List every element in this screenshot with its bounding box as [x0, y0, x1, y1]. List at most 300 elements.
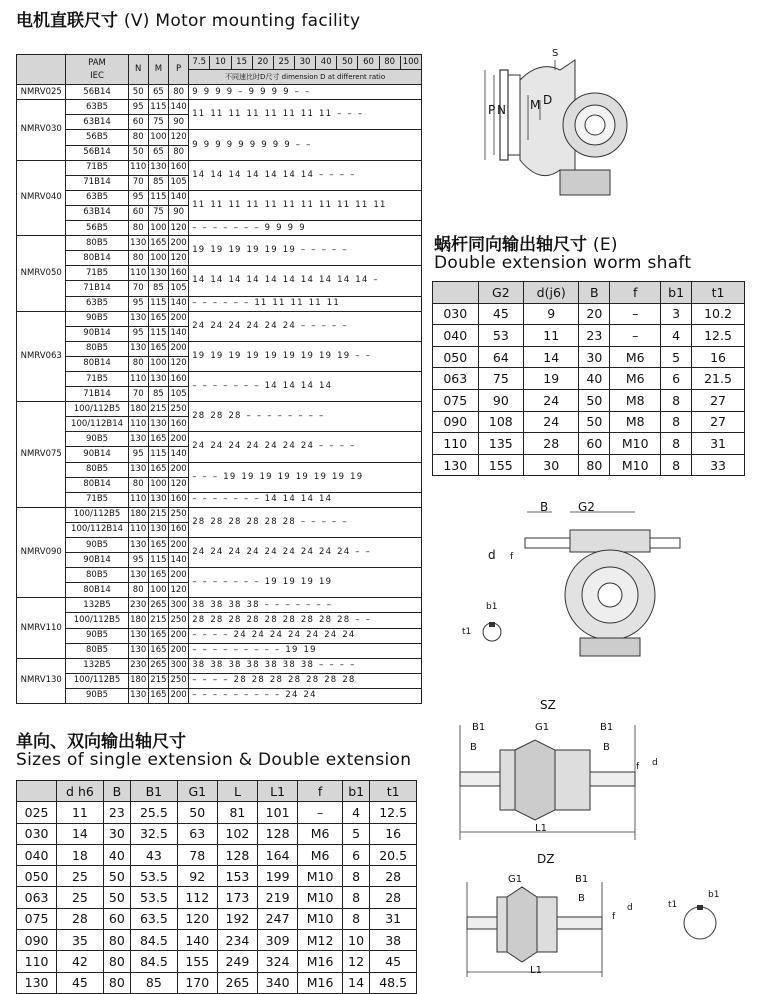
shaft-cell: 85 — [131, 972, 178, 993]
motor-cell-pam: 80B5 — [66, 643, 128, 658]
motor-cell-p: 80 — [169, 145, 189, 160]
motor-cell-pam: 90B5 — [66, 688, 128, 703]
shaft-cell: 8 — [342, 887, 369, 908]
shaft-cell: 14 — [57, 823, 104, 844]
motor-cell-m: 115 — [148, 447, 168, 462]
motor-model: NMRV030 — [17, 100, 66, 160]
worm-cell: – — [610, 303, 661, 325]
motor-title-en: (V) Motor mounting facility — [123, 11, 361, 31]
motor-cell-p: 200 — [169, 688, 189, 703]
motor-cell-pam: 80B5 — [66, 341, 128, 356]
shaft-cell: 199 — [258, 866, 298, 887]
motor-cell-pam: 80B14 — [66, 583, 128, 598]
motor-cell-p: 140 — [169, 553, 189, 568]
worm-cell: 27 — [692, 389, 745, 411]
motor-cell-p: 160 — [169, 160, 189, 175]
motor-cell-m: 165 — [148, 462, 168, 477]
shaft-cell: 5 — [342, 823, 369, 844]
motor-row — [17, 507, 422, 522]
shaft-cell: 50 — [103, 887, 130, 908]
motor-d-values: 11 11 11 11 11 11 11 11 – – – — [189, 100, 422, 130]
motor-cell-m: 100 — [148, 583, 168, 598]
shaft-cell: 265 — [217, 972, 257, 993]
motor-cell-p: 200 — [169, 236, 189, 251]
motor-cell-m: 100 — [148, 130, 168, 145]
worm-cell: 8 — [661, 454, 692, 476]
shaft-cell: 63.5 — [131, 908, 178, 929]
shaft-cell: 040 — [17, 844, 57, 865]
ratio-value: 15 — [232, 56, 253, 69]
shaft-cell: 35 — [57, 930, 104, 951]
motor-cell-n: 95 — [128, 553, 148, 568]
motor-row — [17, 462, 422, 477]
motor-row — [17, 190, 422, 205]
motor-cell-m: 130 — [148, 492, 168, 507]
motor-cell-n: 110 — [128, 371, 148, 386]
shaft-cell: 53.5 — [131, 887, 178, 908]
motor-cell-pam: 100/112B14 — [66, 522, 128, 537]
shaft-row — [17, 866, 417, 887]
worm-cell: 75 — [478, 368, 524, 390]
motor-d-values: 14 14 14 14 14 14 14 – – – – — [189, 160, 422, 190]
motor-cell-pam: 90B14 — [66, 326, 128, 341]
shaft-header-cell: b1 — [342, 781, 369, 802]
motor-cell-n: 130 — [128, 341, 148, 356]
worm-cell: M6 — [610, 368, 661, 390]
motor-cell-m: 100 — [148, 251, 168, 266]
shaft-cell: 81 — [217, 802, 257, 823]
shaft-cell: 25 — [57, 887, 104, 908]
shaft-cell: 28 — [57, 908, 104, 929]
motor-d-values: 38 38 38 38 38 38 38 – – – – — [189, 658, 422, 673]
motor-cell-p: 200 — [169, 628, 189, 643]
worm-cell: 075 — [433, 389, 479, 411]
shaft-header-cell: B — [103, 781, 130, 802]
motor-cell-n: 130 — [128, 538, 148, 553]
motor-cell-m: 165 — [148, 628, 168, 643]
shaft-cell: 155 — [177, 951, 217, 972]
shaft-cell: 12.5 — [370, 802, 417, 823]
worm-cell: 24 — [524, 389, 579, 411]
shaft-cell: M10 — [298, 866, 343, 887]
motor-cell-p: 140 — [169, 190, 189, 205]
label-d: D — [543, 93, 553, 107]
motor-cell-p: 160 — [169, 266, 189, 281]
motor-cell-n: 50 — [128, 85, 148, 100]
motor-title-cn: 电机直联尺寸 — [16, 11, 118, 31]
dz-b1: B1 — [575, 874, 589, 885]
worm-row — [433, 346, 745, 368]
worm-row — [433, 411, 745, 433]
shaft-cell: M16 — [298, 972, 343, 993]
motor-cell-n: 60 — [128, 115, 148, 130]
shaft-cell: 14 — [342, 972, 369, 993]
shaft-cell: 090 — [17, 930, 57, 951]
sz-l1: L1 — [535, 823, 547, 834]
shaft-cell: 309 — [258, 930, 298, 951]
shaft-cell: 31 — [370, 908, 417, 929]
shaft-cell: 128 — [217, 844, 257, 865]
ratio-value: 60 — [358, 56, 379, 69]
shaft-cell: 84.5 — [131, 930, 178, 951]
motor-cell-n: 130 — [128, 462, 148, 477]
worm-header-cell: G2 — [478, 282, 524, 304]
dz-label: DZ — [537, 852, 555, 866]
worm-cell: 050 — [433, 346, 479, 368]
motor-cell-p: 120 — [169, 221, 189, 236]
sz-d: d — [652, 758, 658, 768]
shaft-cell: 78 — [177, 844, 217, 865]
ratio-value: 20 — [253, 56, 274, 69]
shaft-header-row — [17, 781, 417, 802]
motor-model: NMRV063 — [17, 311, 66, 402]
motor-row — [17, 628, 422, 643]
shaft-cell: 20.5 — [370, 844, 417, 865]
worm-cell: 9 — [524, 303, 579, 325]
motor-d-values: – – – – 24 24 24 24 24 24 24 — [189, 628, 422, 643]
motor-cell-pam: 100/112B5 — [66, 613, 128, 628]
motor-cell-n: 180 — [128, 673, 148, 688]
worm-cell: M10 — [610, 454, 661, 476]
worm-row — [433, 433, 745, 455]
shaft-cell: 84.5 — [131, 951, 178, 972]
motor-cell-p: 200 — [169, 643, 189, 658]
shaft-row — [17, 887, 417, 908]
motor-cell-pam: 71B14 — [66, 281, 128, 296]
motor-d-values: – – – – – – – 9 9 9 9 — [189, 221, 422, 236]
worm-cell: 090 — [433, 411, 479, 433]
worm-cell: 108 — [478, 411, 524, 433]
motor-d-values: 24 24 24 24 24 24 24 – – – – — [189, 432, 422, 462]
worm-cell: 50 — [579, 389, 610, 411]
motor-header-n: N — [128, 55, 148, 85]
shaft-row — [17, 908, 417, 929]
motor-cell-pam: 90B5 — [66, 628, 128, 643]
motor-cell-pam: 132B5 — [66, 658, 128, 673]
motor-cell-n: 180 — [128, 507, 148, 522]
worm-cell: 20 — [579, 303, 610, 325]
motor-cell-n: 110 — [128, 417, 148, 432]
motor-model: NMRV090 — [17, 507, 66, 598]
worm-cell: 31 — [692, 433, 745, 455]
worm-row — [433, 303, 745, 325]
motor-cell-pam: 63B5 — [66, 190, 128, 205]
motor-row — [17, 296, 422, 311]
motor-cell-n: 70 — [128, 387, 148, 402]
motor-cell-n: 70 — [128, 281, 148, 296]
motor-row — [17, 568, 422, 583]
motor-cell-n: 80 — [128, 583, 148, 598]
motor-cell-pam: 90B14 — [66, 447, 128, 462]
motor-cell-n: 80 — [128, 130, 148, 145]
motor-row — [17, 402, 422, 417]
sz-b-left: B — [470, 742, 477, 753]
motor-cell-n: 95 — [128, 326, 148, 341]
motor-header-m: M — [148, 55, 168, 85]
shaft-cell: M10 — [298, 908, 343, 929]
motor-cell-n: 60 — [128, 205, 148, 220]
worm-cell: 155 — [478, 454, 524, 476]
shaft-cell: M6 — [298, 844, 343, 865]
motor-model: NMRV130 — [17, 658, 66, 703]
shaft-cell: 45 — [57, 972, 104, 993]
motor-d-values: – – – – – – – 14 14 14 14 — [189, 371, 422, 401]
worm-cell: 130 — [433, 454, 479, 476]
worm-row — [433, 325, 745, 347]
motor-cell-p: 200 — [169, 538, 189, 553]
shaft-cell: 102 — [217, 823, 257, 844]
ratio-value: 50 — [337, 56, 358, 69]
worm-cell: 27 — [692, 411, 745, 433]
motor-cell-p: 300 — [169, 658, 189, 673]
dz-b1-key: b1 — [708, 890, 720, 900]
motor-row — [17, 658, 422, 673]
worm-cell: 53 — [478, 325, 524, 347]
label-e-g2: G2 — [578, 500, 595, 514]
motor-row — [17, 221, 422, 236]
worm-cell: 23 — [579, 325, 610, 347]
motor-cell-m: 265 — [148, 598, 168, 613]
worm-cell: 19 — [524, 368, 579, 390]
worm-cell: – — [610, 325, 661, 347]
worm-cell: 24 — [524, 411, 579, 433]
motor-cell-m: 130 — [148, 417, 168, 432]
worm-cell: 90 — [478, 389, 524, 411]
sz-b1-left: B1 — [472, 722, 486, 733]
worm-cell: 3 — [661, 303, 692, 325]
shaft-cell: 050 — [17, 866, 57, 887]
label-e-b1: b1 — [486, 602, 498, 612]
label-e-t1: t1 — [462, 627, 472, 637]
motor-model: NMRV025 — [17, 85, 66, 100]
shaft-cell: – — [298, 802, 343, 823]
motor-cell-m: 100 — [148, 356, 168, 371]
motor-cell-p: 120 — [169, 251, 189, 266]
shaft-cell: 101 — [258, 802, 298, 823]
sz-g1: G1 — [535, 722, 550, 733]
shaft-cell: 8 — [342, 908, 369, 929]
motor-cell-n: 130 — [128, 311, 148, 326]
worm-cell: 64 — [478, 346, 524, 368]
label-p: P — [488, 103, 496, 117]
motor-cell-pam: 80B14 — [66, 477, 128, 492]
worm-cell: 30 — [524, 454, 579, 476]
shaft-title-cn: 单向、双向输出轴尺寸 — [16, 732, 186, 752]
worm-shaft-diagram — [470, 500, 700, 660]
motor-cell-p: 140 — [169, 326, 189, 341]
motor-d-values: 28 28 28 28 28 28 28 28 28 – – — [189, 613, 422, 628]
worm-cell: 60 — [579, 433, 610, 455]
motor-cell-m: 65 — [148, 85, 168, 100]
motor-cell-p: 90 — [169, 205, 189, 220]
worm-header-cell — [433, 282, 479, 304]
motor-cell-n: 110 — [128, 266, 148, 281]
motor-cell-m: 265 — [148, 658, 168, 673]
worm-header-cell: f — [610, 282, 661, 304]
motor-row — [17, 598, 422, 613]
motor-row — [17, 130, 422, 145]
label-e-b: B — [540, 500, 549, 514]
shaft-cell: 249 — [217, 951, 257, 972]
motor-d-values: – – – – – – – – – 24 24 — [189, 688, 422, 703]
motor-cell-p: 250 — [169, 673, 189, 688]
motor-cell-pam: 90B5 — [66, 311, 128, 326]
label-m: M — [530, 98, 541, 112]
motor-cell-m: 115 — [148, 296, 168, 311]
motor-table — [16, 54, 422, 704]
worm-cell: 040 — [433, 325, 479, 347]
motor-cell-p: 120 — [169, 130, 189, 145]
worm-header-row — [433, 282, 745, 304]
motor-header-p: P — [169, 55, 189, 85]
motor-cell-p: 105 — [169, 175, 189, 190]
shaft-cell: 170 — [177, 972, 217, 993]
motor-cell-pam: 71B5 — [66, 266, 128, 281]
worm-title-en: Double extension worm shaft — [434, 253, 692, 273]
shaft-cell: 130 — [17, 972, 57, 993]
motor-cell-m: 165 — [148, 432, 168, 447]
ratio-value: 30 — [295, 56, 316, 69]
motor-cell-pam: 71B5 — [66, 371, 128, 386]
motor-cell-n: 130 — [128, 236, 148, 251]
motor-header-ratios — [189, 55, 422, 70]
motor-cell-pam: 100/112B5 — [66, 402, 128, 417]
motor-cell-m: 165 — [148, 688, 168, 703]
motor-cell-m: 165 — [148, 538, 168, 553]
worm-cell: 8 — [661, 389, 692, 411]
motor-cell-n: 110 — [128, 160, 148, 175]
shaft-cell: 6 — [342, 844, 369, 865]
shaft-cell: 153 — [217, 866, 257, 887]
motor-row — [17, 613, 422, 628]
shaft-cell: 120 — [177, 908, 217, 929]
shaft-cell: 50 — [103, 866, 130, 887]
worm-header-cell: d(j6) — [524, 282, 579, 304]
dz-key-section — [680, 898, 730, 948]
motor-cell-n: 80 — [128, 251, 148, 266]
worm-header-cell: t1 — [692, 282, 745, 304]
motor-cell-n: 180 — [128, 613, 148, 628]
shaft-cell: 92 — [177, 866, 217, 887]
motor-d-values: 9 9 9 9 – 9 9 9 9 – – — [189, 85, 422, 100]
shaft-cell: 247 — [258, 908, 298, 929]
motor-cell-m: 85 — [148, 175, 168, 190]
motor-d-values: 38 38 38 38 – – – – – – – — [189, 598, 422, 613]
motor-cell-pam: 71B14 — [66, 175, 128, 190]
motor-cell-m: 75 — [148, 115, 168, 130]
motor-cell-n: 70 — [128, 175, 148, 190]
worm-cell: 6 — [661, 368, 692, 390]
shaft-cell: 4 — [342, 802, 369, 823]
worm-row — [433, 389, 745, 411]
motor-cell-m: 85 — [148, 281, 168, 296]
motor-cell-n: 95 — [128, 100, 148, 115]
motor-cell-n: 95 — [128, 447, 148, 462]
shaft-cell: 128 — [258, 823, 298, 844]
dz-diagram — [462, 872, 622, 982]
shaft-cell: 112 — [177, 887, 217, 908]
motor-d-values: 19 19 19 19 19 19 19 19 19 – – — [189, 341, 422, 371]
motor-row — [17, 673, 422, 688]
motor-header-row-1 — [17, 55, 422, 70]
worm-cell: 5 — [661, 346, 692, 368]
shaft-cell: 30 — [103, 823, 130, 844]
sz-diagram — [455, 720, 675, 840]
shaft-cell: 32.5 — [131, 823, 178, 844]
sz-b-right: B — [603, 742, 610, 753]
shaft-cell: 110 — [17, 951, 57, 972]
motor-d-values: – – – – – – 11 11 11 11 11 — [189, 296, 422, 311]
shaft-cell: 38 — [370, 930, 417, 951]
motor-cell-m: 130 — [148, 371, 168, 386]
motor-cell-m: 115 — [148, 190, 168, 205]
motor-cell-pam: 80B5 — [66, 236, 128, 251]
motor-cell-p: 120 — [169, 583, 189, 598]
shaft-cell: 16 — [370, 823, 417, 844]
sz-f: f — [636, 762, 640, 772]
shaft-header-cell: L — [217, 781, 257, 802]
motor-cell-n: 80 — [128, 356, 148, 371]
motor-cell-n: 230 — [128, 598, 148, 613]
shaft-row — [17, 930, 417, 951]
motor-cell-m: 165 — [148, 568, 168, 583]
dz-f: f — [612, 912, 616, 922]
motor-d-values: 28 28 28 – – – – – – – – — [189, 402, 422, 432]
shaft-cell: 50 — [177, 802, 217, 823]
motor-cell-p: 200 — [169, 568, 189, 583]
shaft-header-cell: B1 — [131, 781, 178, 802]
motor-model: NMRV040 — [17, 160, 66, 235]
motor-cell-pam: 100/112B14 — [66, 417, 128, 432]
shaft-cell: M16 — [298, 951, 343, 972]
motor-cell-n: 130 — [128, 568, 148, 583]
worm-cell: M6 — [610, 346, 661, 368]
motor-d-values: 28 28 28 28 28 28 – – – – – — [189, 507, 422, 537]
shaft-row — [17, 972, 417, 993]
motor-d-values: 19 19 19 19 19 19 – – – – – — [189, 236, 422, 266]
motor-row — [17, 643, 422, 658]
shaft-cell: 234 — [217, 930, 257, 951]
worm-cell: 10.2 — [692, 303, 745, 325]
worm-cell: 11 — [524, 325, 579, 347]
shaft-cell: 340 — [258, 972, 298, 993]
worm-cell: 12.5 — [692, 325, 745, 347]
shaft-header-cell: f — [298, 781, 343, 802]
worm-cell: 030 — [433, 303, 479, 325]
label-e-d: d — [488, 548, 496, 562]
shaft-cell: 80 — [103, 951, 130, 972]
shaft-cell: 25 — [57, 866, 104, 887]
shaft-cell: 025 — [17, 802, 57, 823]
motor-d-values: 11 11 11 11 11 11 11 11 11 11 11 — [189, 190, 422, 220]
worm-cell: 28 — [524, 433, 579, 455]
motor-cell-m: 130 — [148, 160, 168, 175]
motor-cell-m: 215 — [148, 507, 168, 522]
ratio-value: 80 — [380, 56, 401, 69]
worm-header-cell: B — [579, 282, 610, 304]
worm-table — [432, 281, 745, 476]
label-n: N — [497, 103, 506, 117]
worm-cell: 8 — [661, 433, 692, 455]
motor-cell-m: 215 — [148, 402, 168, 417]
worm-title-cn: 蜗杆同向输出轴尺寸 — [434, 235, 587, 255]
shaft-cell: 28 — [370, 866, 417, 887]
motor-cell-n: 130 — [128, 628, 148, 643]
motor-d-values: 14 14 14 14 14 14 14 14 14 14 – — [189, 266, 422, 296]
shaft-cell: 28 — [370, 887, 417, 908]
worm-cell: 4 — [661, 325, 692, 347]
motor-cell-n: 95 — [128, 190, 148, 205]
